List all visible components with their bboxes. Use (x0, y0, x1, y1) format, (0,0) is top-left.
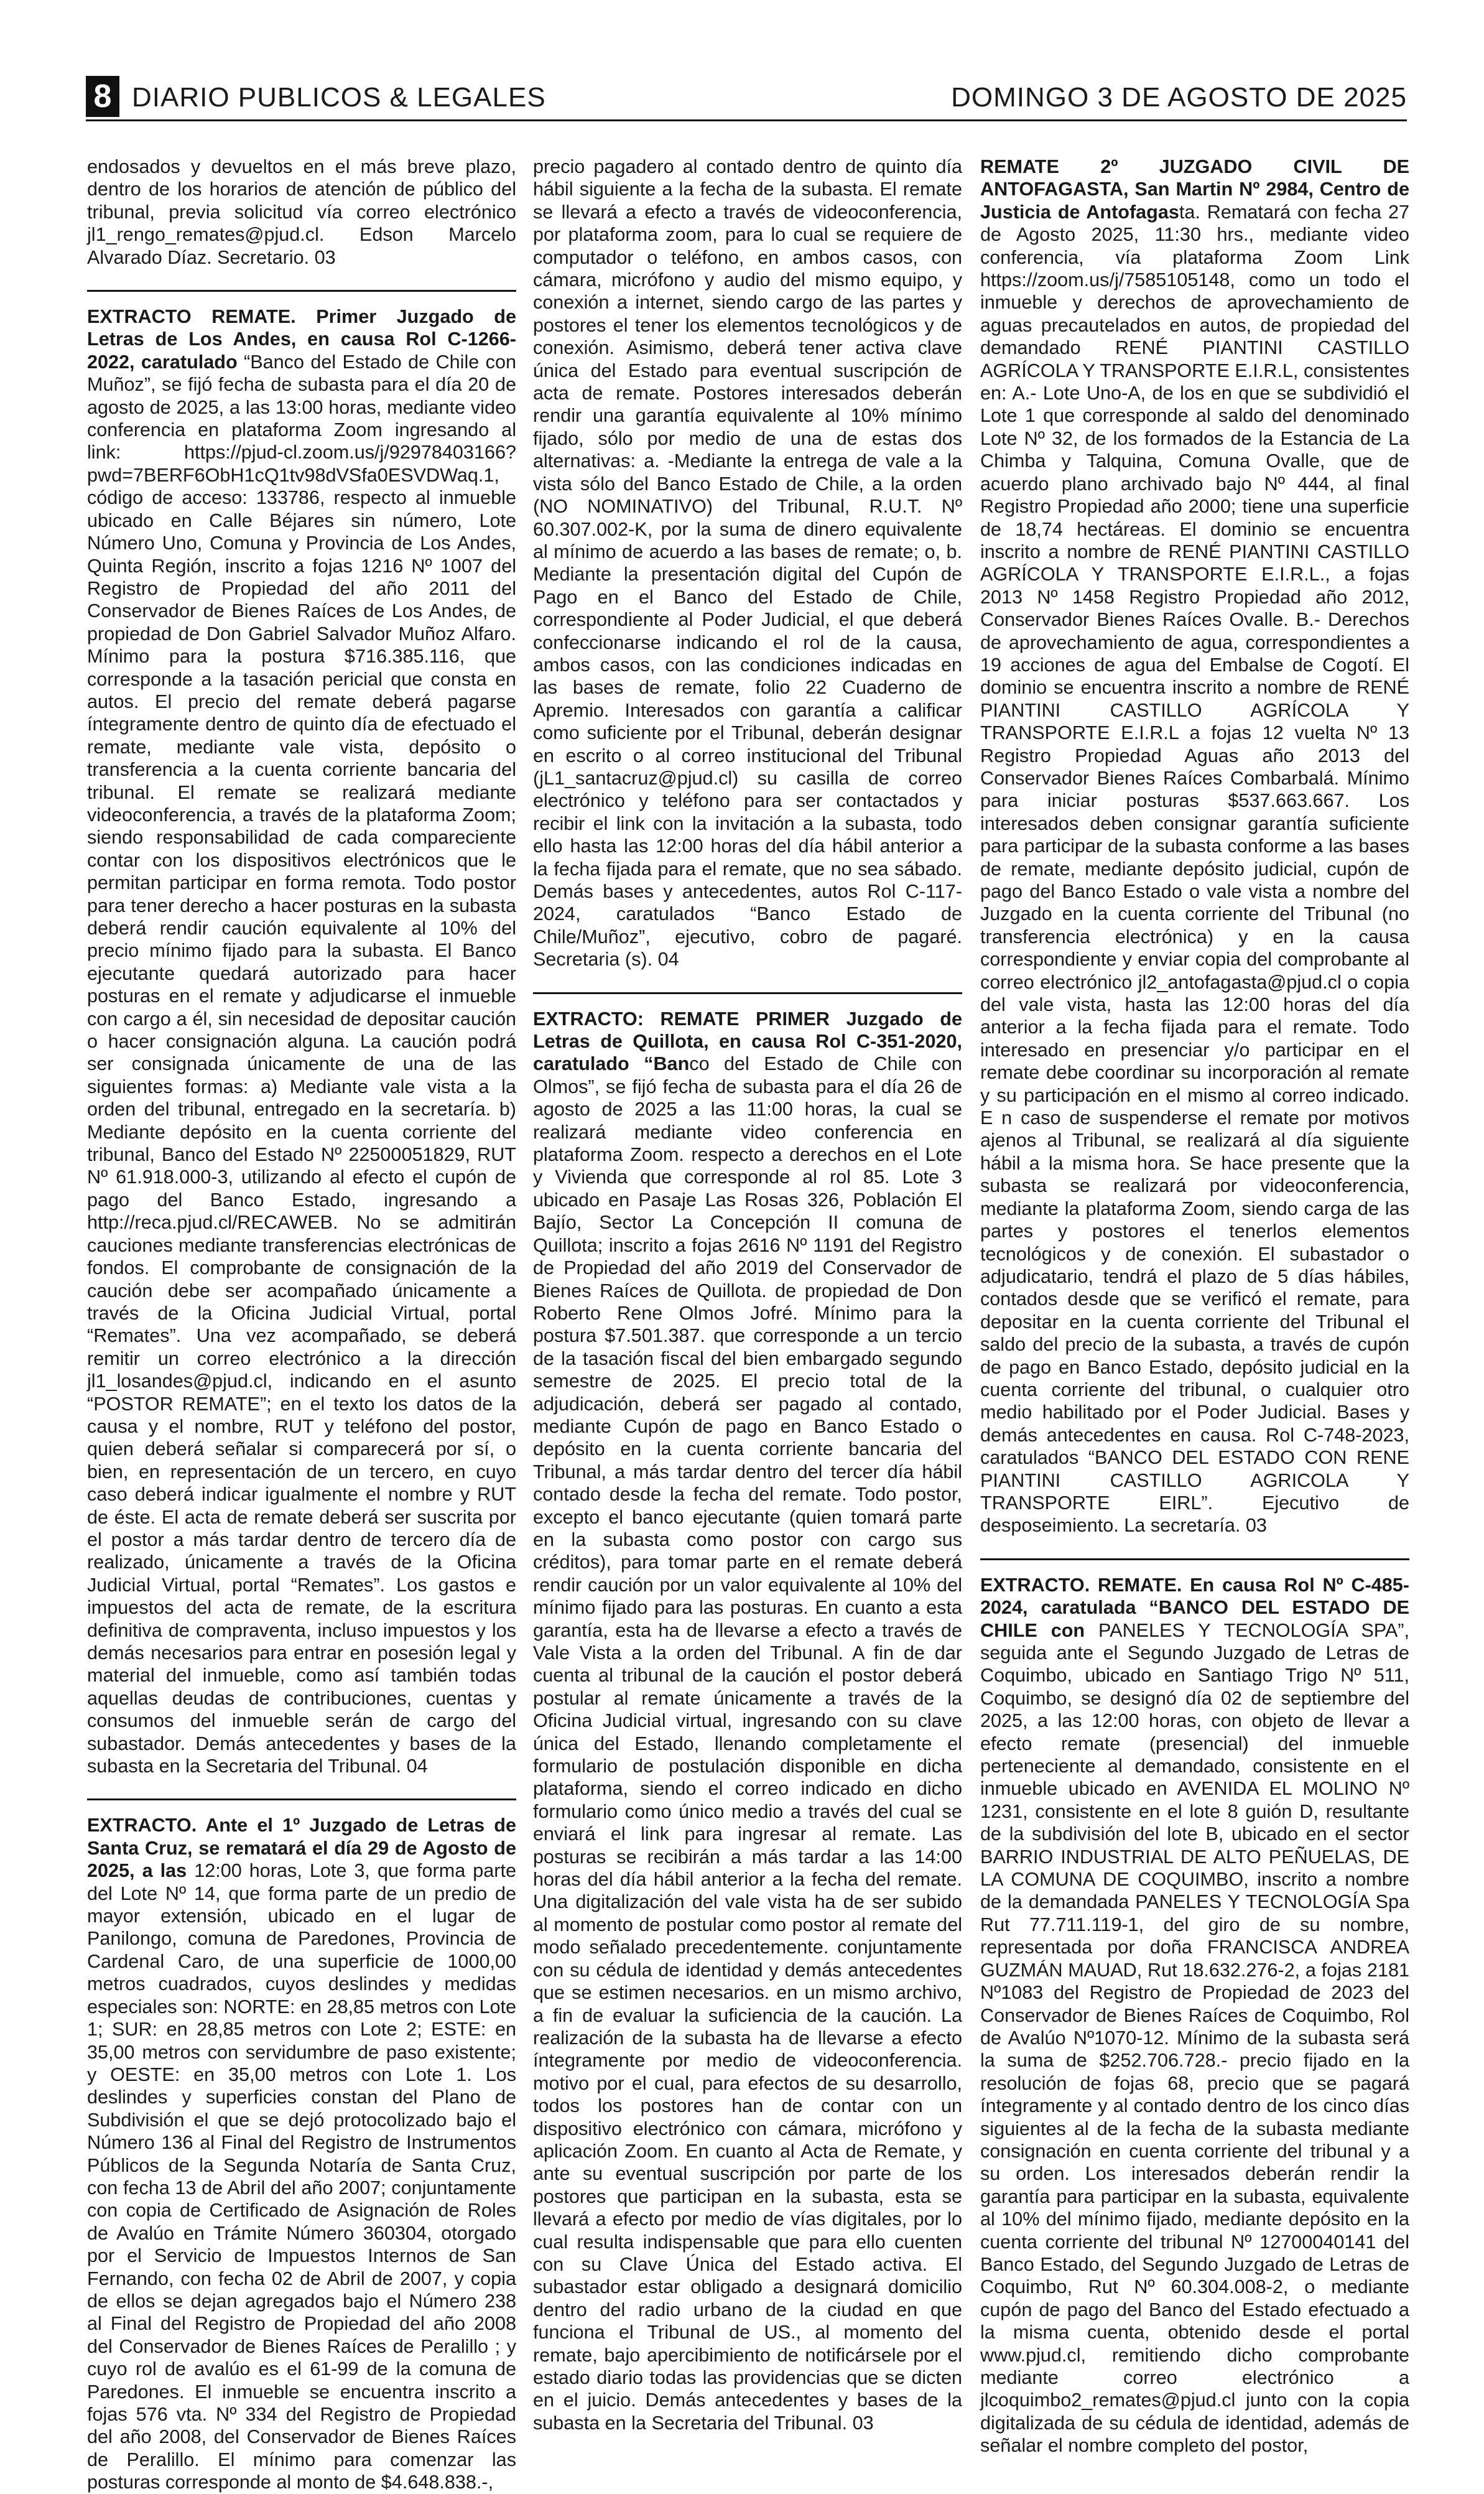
page-number: 8 (86, 76, 119, 117)
article-body: ta. Rematará con fecha 27 de Agosto 2025, 11:30 hrs., mediante video conferencia, vía plataforma Zoom Link https://zoom.us/j/7585105148, como un todo el inmueble y derechos de aprovechamiento de aguas precautelados en autos, de propiedad del demandado RENÉ PIANTINI CASTILLO AGRÍCOLA Y TRANSPORTE E.I.R.L, consistentes en: A.- Lote Uno-A, de los en que se subdividió el Lote 1 que corresponde al saldo del denominado Lote Nº 32, de los formados de la Estancia de La Chimba y Talquina, Comuna Ovalle, que de acuerdo plano archivado bajo Nº 444, al final Registro Propiedad año 2000; tiene una superficie de 18,74 hectáreas. El dominio se encuentra inscrito a nombre de RENÉ PIANTINI CASTILLO AGRÍCOLA Y TRANSPORTE E.I.R.L., a fojas 2013 Nº 1458 Registro Propiedad año 2012, Conservador Bienes Raíces Ovalle. B.- Derechos de aprovechamiento de agua, correspondientes a 19 acciones de agua del Embalse de Cogotí. El dominio se encuentra inscrito a nombre de RENÉ PIANTINI CASTILLO AGRÍCOLA Y TRANSPORTE E.I.R.L a fojas 12 vuelta Nº 13 Registro Propiedad Aguas año 2013 del Conservador Bienes Raíces Combarbalá. Mínimo para iniciar posturas $537.663.667. Los interesados deben consignar garantía suficiente para participar de la subasta conforme a las bases de remate, mediante depósito judicial, cupón de pago del Banco Estado o vale vista a nombre del Juzgado en la cuenta corriente del Tribunal (no transferencia electrónica) y en la causa correspondiente y enviar copia del comprobante al correo electrónico jl2_antofagasta@pjud.cl o copia del vale vista, hasta las 12:00 horas del día anterior a la fecha fijada para el remate. Todo interesado en presenciar y/o participar en el remate debe coordinar su incorporación al remate y su participación en el mismo al correo indicado. E n caso de suspenderse el remate por motivos ajenos al Tribunal, se realizará al día siguiente hábil a la misma hora. Se hace presente que la subasta se realizará por videoconferencia, mediante la plataforma Zoom, siendo carga de las partes y postores el tenerlos elementos tecnológicos y de conexión. El subastador o adjudicatario, tendrá el plazo de 5 días hábiles, contados desde que se verificó el remate, para depositar en la cuenta corriente del Tribunal el saldo del precio de la subasta, a través de cupón de pago en Banco Estado, depósito judicial en la cuenta corriente del tribunal, o cualquier otro medio habilitado por el Poder Judicial. Bases y demás antecedentes en causa. Rol C-748-2023, caratulados “BANCO DEL ESTADO CON RENE PIANTINI CASTILLO AGRICOLA Y TRANSPORTE EIRL”. Ejecutivo de desposeimiento. La secretaría. 03 (980, 201, 1409, 1537)
article-body: PANELES Y TECNOLOGÍA SPA”, seguida ante el Segundo Juzgado de Letras de Coquimbo, ubicado en Santiago Trigo Nº 511, Coquimbo, se designó día 02 de septiembre del 2025, a las 12:00 horas, con objeto de llevar a efecto remate (presencial) del inmueble perteneciente al demandado, consistente en el inmueble ubicado en AVENIDA EL MOLINO Nº 1231, consistente en el lote 8 guión D, resultante de la subdivisión del lote B, ubicado en el sector BARRIO INDUSTRIAL DE ALTO PEÑUELAS, DE LA COMUNA DE COQUIMBO, inscrito a nombre de la demandada PANELES Y TECNOLOGÍA Spa Rut 77.711.119-1, del giro de su nombre, representada por doña FRANCISCA ANDREA GUZMÁN MAUAD, Rut 18.632.276-2, a fojas 2181 Nº1083 del Registro de Propiedad de 2023 del Conservador de Bienes Raíces de Coquimbo, Rol de Avalúo Nº1070-12. Mínimo de la subasta será la suma de $252.706.728.- precio fijado en la resolución de fojas 68, precio que se pagará íntegramente y al contado dentro de los cinco días siguientes al de la fecha de la subasta mediante consignación en cuenta corriente del tribunal y a su orden. Los interesados deberán rendir la garantía para participar en la subasta, equivalente al 10% del mínimo fijado, mediante depósito en la cuenta corriente del tribunal Nº 12700040141 del Banco Estado, del Segundo Juzgado de Letras de Coquimbo, Rut Nº 60.304.008-2, o mediante cupón de pago del Banco del Estado efectuado a la misma cuenta, obtenido desde el portal www.pjud.cl, remitiendo dicho comprobante mediante correo electrónico a jlcoquimbo2_remates@pjud.cl junto con la copia digitalizada de su cédula de identidad, además de señalar el nombre completo del postor, (980, 1619, 1409, 2457)
article-separator (533, 992, 962, 994)
page-header (86, 76, 1407, 117)
article-heading: EXTRACTO. Ante el 1º Juzgado de Letras de Santa Cruz, se rematará el día 29 de Agosto de 2025, a las (87, 1815, 516, 1882)
continued-text: precio pagadero al contado dentro de quinto día hábil siguiente a la fecha de la subasta. El remate se llevará a efecto a través de videoconferencia, por plataforma zoom, para lo cual se requiere de computador o teléfono, en ambos casos, con cámara, micrófono y audio del mismo equipo, y conexión a internet, siendo cargo de las partes y postores el tener los elementos tecnológicos y de conexión. Asimismo, deberá tener activa clave única del Estado para eventual suscripción de acta de remate. Postores interesados deberán rendir una garantía equivalente al 10% mínimo fijado, sólo por medio de una de estas dos alternativas: a. -Mediante la entrega de vale a la vista sólo del Banco Estado de Chile, a la orden (NO NOMINATIVO) del Tribunal, R.U.T. Nº 60.307.002-K, por la suma de dinero equivalente al mínimo de acuerdo a las bases de remate; o, b. Mediante la presentación digital del Cupón de Pago en el Banco del Estado de Chile, correspondiente al Poder Judicial, el que deberá confeccionarse indicando el rol de la causa, ambos casos, con las condiciones indicadas en las bases de remate, folio 22 Cuaderno de Apremio. Interesados con garantía a calificar como suficiente por el Tribunal, deberán designar en escrito o al correo institucional del Tribunal (jL1_santacruz@pjud.cl) su casilla de correo electrónico y teléfono para ser contactados y recibir el link con la invitación a la subasta, todo ello hasta las 12:00 horas del día hábil anterior a la fecha fijada para el remate, que no sea sábado. Demás bases y antecedentes, autos Rol C-117-2024, caratulados “Banco Estado de Chile/Muñoz”, ejecutivo, cobro de pagaré. Secretaria (s). 04 (533, 156, 962, 970)
article-body: 12:00 horas, Lote 3, que forma parte del Lote Nº 14, que forma parte de un predio de mayor extensión, ubicado en el lugar de Panilongo, comuna de Paredones, Provincia de Cardenal Caro, de una superficie de 1000,00 metros cuadrados, cuyos deslindes y medidas especiales son: NORTE: en 28,85 metros con Lote 1; SUR: en 28,85 metros con Lote 2; ESTE: en 35,00 metros con servidumbre de paso existente; y OESTE: en 35,00 metros con Lote 1. Los deslindes y superficies constan del Plano de Subdivisión el que se dejó protocolizado bajo el Número 136 al Final del Registro de Instrumentos Públicos de la Segunda Notaría de Santa Cruz, con fecha 13 de Abril del año 2007; conjuntamente con copia de Certificado de Asignación de Roles de Avalúo en Trámite Número 360304, otorgado por el Servicio de Impuestos Internos de San Fernando, con fecha 02 de Abril de 2007, y copia de ellos se dejan agregados bajo el Número 238 al Final del Registro de Propiedad del año 2008 del Conservador de Bienes Raíces de Peralillo ; y cuyo rol de avalúo es el 61-99 de la comuna de Paredones. El inmueble se encuentra inscrito a fojas 576 vta. Nº 334 del Registro de Propiedad del año 2008, del Conservador de Bienes Raíces de Peralillo. El mínimo para comenzar las posturas corresponde al monto de $4.648.838.-, (87, 1860, 516, 2493)
article-heading: EXTRACTO: REMATE PRIMER Juzgado de Letras de Quillota, en causa Rol C-351-2020, caratulado “Ban (533, 1008, 962, 1075)
column-3 (980, 156, 1409, 2457)
header-rule (86, 119, 1407, 121)
article-antofagasta (980, 156, 1409, 1537)
publication-date: DOMINGO 3 DE AGOSTO DE 2025 (951, 82, 1407, 113)
article-quillota (533, 1008, 962, 2435)
column-2 (533, 156, 962, 2434)
article-santa-cruz (87, 1814, 516, 2493)
article-heading: EXTRACTO REMATE. Primer Juzgado de Letras de Los Andes, en causa Rol C-1266-2022, caratulado (87, 306, 516, 373)
article-body: “Banco del Estado de Chile con Muñoz”, se fijó fecha de subasta para el día 20 de agosto de 2025, a las 13:00 horas, mediante video conferencia en plataforma Zoom ingresando al link: https://pjud-cl.zoom.us/j/92978403166?pwd=7BERF6ObH1cQ1tv98dVSfa0ESVDWaq.1, código de acceso: 133786, respecto al inmueble ubicado en Calle Béjares sin número, Lote Número Uno, Comuna y Provincia de Los Andes, Quinta Región, inscrito a fojas 1216 Nº 1007 del Registro de Propiedad del año 2011 del Conservador de Bienes Raíces de Los Andes, de propiedad de Don Gabriel Salvador Muñoz Alfaro. Mínimo para la postura $716.385.116, que corresponde a la tasación pericial que consta en autos. El precio del remate deberá pagarse íntegramente dentro de quinto día de efectuado el remate, mediante vale vista, depósito o transferencia a la cuenta corriente bancaria del tribunal. El remate se realizará mediante videoconferencia, a través de la plataforma Zoom; siendo responsabilidad de cada compareciente contar con los dispositivos electrónicos que le permitan participar en forma remota. Todo postor para tener derecho a hacer posturas en la subasta deberá rendir caución equivalente al 10% del precio mínimo fijado para la subasta. El Banco ejecutante quedará autorizado para hacer posturas en el remate y adjudicarse el inmueble con cargo a él, sin necesidad de depositar caución o hacer consignación alguna. La caución podrá ser consignada únicamente de una de las siguientes formas: a) Mediante vale vista a la orden del tribunal, entregado en la secretaría. b) Mediante depósito en la cuenta corriente del tribunal, Banco del Estado Nº 22500051829, RUT Nº 61.918.000-3, utilizando al efecto el cupón de pago del Banco Estado, ingresando a http://reca.pjud.cl/RECAWEB. No se admitirán cauciones mediante transferencias electrónicas de fondos. El comprobante de consignación de la caución debe ser acompañado únicamente a través de la Oficina Judicial Virtual, portal “Remates”. Una vez acompañado, se deberá remitir un correo electrónico a la dirección jl1_losandes@pjud.cl, indicando en el asunto “POSTOR REMATE”; en el texto los datos de la causa y el nombre, RUT y teléfono del postor, quien deberá señalar si comparecerá por sí, o bien, en representación de un tercero, en cuyo caso deberá indicar igualmente el nombre y RUT de éste. El acta de remate deberá ser suscrita por el postor a más tardar dentro de tercero día de realizado, únicamente a través de la Oficina Judicial Virtual, portal “Remates”. Los gastos e impuestos del acta de remate, de la escritura definitiva de compraventa, incluso impuestos y los demás necesarios para entrar en posesión legal y material del inmueble, como así también todas aquellas deudas de contribuciones, cuentas y consumos del inmueble serán de cargo del subastador. Demás antecedentes y bases de la subasta en la Secretaria del Tribunal. 04 (87, 351, 516, 1777)
continued-text: endosados y devueltos en el más breve plazo, dentro de los horarios de atención de público del tribunal, previa solicitud vía correo electrónico jl1_rengo_remates@pjud.cl. Edson Marcelo Alvarado Díaz. Secretario. 03 (87, 156, 516, 268)
article-body: co del Estado de Chile con Olmos”, se fijó fecha de subasta para el día 26 de agosto de 2025 a las 11:00 horas, la cual se realizará mediante video conferencia en plataforma Zoom. respecto a derechos en el Lote y Vivienda que corresponde al rol 85. Lote 3 ubicado en Pasaje Las Rosas 326, Población El Bajío, Sector La Concepción II comuna de Quillota; inscrito a fojas 2616 Nº 1191 del Registro de Propiedad del año 2019 del Conservador de Bienes Raíces de Quillota. de propiedad de Don Roberto Rene Olmos Jofré. Mínimo para la postura $7.501.387. que corresponde a un tercio de la tasación fiscal del bien embargado segundo semestre de 2025. El precio total de la adjudicación, deberá ser pagado al contado, mediante Cupón de pago en Banco Estado o depósito en la cuenta corriente bancaria del Tribunal, a más tardar dentro del tercer día hábil contado desde la fecha del remate. Todo postor, excepto el banco ejecutante (quien tomará parte en la subasta como postor con cargo sus créditos), para tomar parte en el remate deberá rendir caución por un valor equivalente al 10% del mínimo fijado para las posturas. En cuanto a esta garantía, esta ha de llevarse a efecto a través de Vale Vista a la orden del Tribunal. A fin de dar cuenta al tribunal de la caución el postor deberá postular al remate únicamente a través de la Oficina Judicial virtual, ingresando con su clave única del Estado, llenando completamente el formulario de postulación disponible en dicha plataforma, siendo el correo indicado en dicho formulario como único medio a través del cual se enviará el link para ingresar al remate. Las posturas se recibirán a más tardar a las 14:00 horas del día hábil anterior a la fecha del remate. Una digitalización del vale vista ha de ser subido al momento de postular como postor al remate del modo señalado precedentemente. conjuntamente con su cédula de identidad y demás antecedentes que se estimen necesarios. en un mismo archivo, a fin de evaluar la suficiencia de la caución. La realización de la subasta ha de llevarse a efecto íntegramente por medio de videoconferencia. motivo por el cual, para efectos de su desarrollo, todos los postores han de contar con un dispositivo electrónico con cámara, micrófono y aplicación Zoom. En cuanto al Acta de Remate, y ante su eventual suscripción por parte de los postores que participan en la subasta, esta se llevará a efecto por medio de vías digitales, por lo cual resulta indispensable que para ello cuenten con su Clave Única del Estado activa. El subastador estar obligado a designará domicilio dentro del radio urbano de la ciudad en que funciona el Tribunal de US., al momento del remate, bajo apercibimiento de notificársele por el estado diario todas las providencias que se dicten en el juicio. Demás antecedentes y bases de la subasta en la Secretaria del Tribunal. 03 (533, 1053, 962, 2434)
article-los-andes (87, 305, 516, 1777)
publication-title: DIARIO PUBLICOS & LEGALES (132, 82, 546, 113)
article-heading: EXTRACTO. REMATE. En causa Rol Nº C-485-2024, caratulada “BANCO DEL ESTADO DE CHILE con (980, 1574, 1409, 1641)
article-separator (87, 290, 516, 292)
article-separator (980, 1558, 1409, 1560)
article-heading: REMATE 2º JUZGADO CIVIL DE ANTOFAGASTA, San Martin Nº 2984, Centro de Justicia de Antofagas (980, 156, 1409, 223)
article-separator (87, 1798, 516, 1800)
article-coquimbo (980, 1574, 1409, 2457)
column-1 (87, 156, 516, 2493)
